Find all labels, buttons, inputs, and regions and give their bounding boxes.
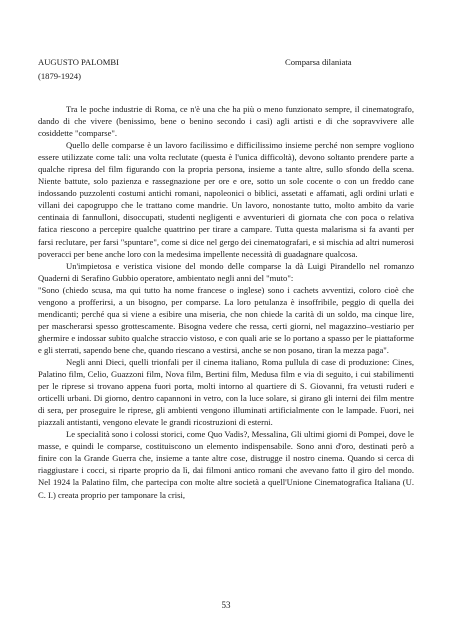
author-years: (1879-1924) xyxy=(38,71,81,81)
author-name: AUGUSTO PALOMBI xyxy=(38,57,119,67)
paragraph: Negli anni Dieci, quelli trionfali per il cinema italiano, Roma pullula di case di produzione: Cines, Palatino film, Celio, Guazzoni film, Nova film, Bertini film, Medusa film e via di seguito, i cui stabilimenti per le riprese si trovano appena fuori porta, molti intorno al quartiere di S. Giovanni, fra vetusti ruderi e orticelli urbani. Di giorno, dentro capannoni in vetro, con la luce solare, si girano gli interni dei film mentre di sera, per proseguire le riprese, gli ambienti vengono illuminati artificialmente con le lampade. Fuori, nei piazzali antistanti, vengono elevate le grandi ricostruzioni di esterni. xyxy=(38,356,414,428)
chapter-title: Comparsa dilaniata xyxy=(285,57,352,67)
paragraph: Tra le poche industrie di Roma, ce n'è una che ha più o meno funzionato sempre, il cinematografo, dando di che vivere (benissimo, bene o benino secondo i casi) agli artisti e di che sopravvivere alle cosiddette "comparse". xyxy=(38,104,414,139)
paragraph: Un'impietosa e veristica visione del mondo delle comparse la dà Luigi Pirandello nel romanzo Quaderni di Serafino Gubbio operatore, ambientato negli anni del "muto": xyxy=(38,260,414,283)
paragraph: Quello delle comparse è un lavoro facilissimo e difficilissimo insieme perché non sempre vogliono essere utilizzate come tali: una volta reclutate (questa è l'unica difficoltà), devono soltanto prendere parte a qualche ripresa del film figurando con la propria persona, insieme a tante altre, sullo sfondo della scena. Niente battute, solo pazienza e rassegnazione per ore e ore, sotto un sole cocente o con un freddo cane indossando puzzolenti costumi antichi romani, napoleonici o biblici, assetati e affamati, agli ordini urlati e villani dei capogruppo che le trattano come mandrie. Un lavoro, nonostante tutto, molto ambito da varie centinaia di fannulloni, disoccupati, studenti negligenti e avventurieri di giornata che con poca o relativa fatica riescono a percepire qualche quattrino per tirare a campare. Tutta questa malarisma si fa avanti per farsi reclutare, per farsi "spuntare", come si dice nel gergo dei cinematografari, e si mischia ad altri numerosi poveracci per bene anche loro con la medesima impellente necessità di guadagnare qualcosa. xyxy=(38,140,414,259)
quote-paragraph: "Sono (chiedo scusa, ma qui tutto ha nome francese o inglese) sono i cachets avventizi, coloro cioè che vengono a profferirsi, a un bisogno, per comparse. La loro petulanza è insoffribile, peggio di quella dei mendicanti; perché qua si viene a esibire una miseria, che non chiede la carità di un soldo, ma cinque lire, per mascherarsi spesso grottescamente. Bisogna vedere che ressa, certi giorni, nel magazzino–vestiario per ghermire e indossar subito qualche straccio vistoso, e con quali arie se lo portano a spasso per le piattaforme e gli sterrati, sapendo bene che, quando riescano a vestirsi, anche se non posano, tiran la mezza paga". xyxy=(38,284,414,355)
body-text xyxy=(38,103,414,501)
page-number: 53 xyxy=(221,600,231,610)
paragraph: Le specialità sono i colossi storici, come Quo Vadis?, Messalina, Gli ultimi giorni di Pompei, dove le masse, e quindi le comparse, costituiscono un elemento indispensabile. Sono anni d'oro, destinati però a finire con la Grande Guerra che, insieme a tante altre cose, distrugge il nostro cinema. Quando si cerca di riaggiustare i cocci, si riparte proprio da lì, dai filmoni antico romani che avevano fatto il giro del mondo. Nel 1924 la Palatino film, che partecipa con molte altre società a quell'Unione Cinematografica Italiana (U. C. I.) creata proprio per tamponare la crisi, xyxy=(38,429,414,500)
